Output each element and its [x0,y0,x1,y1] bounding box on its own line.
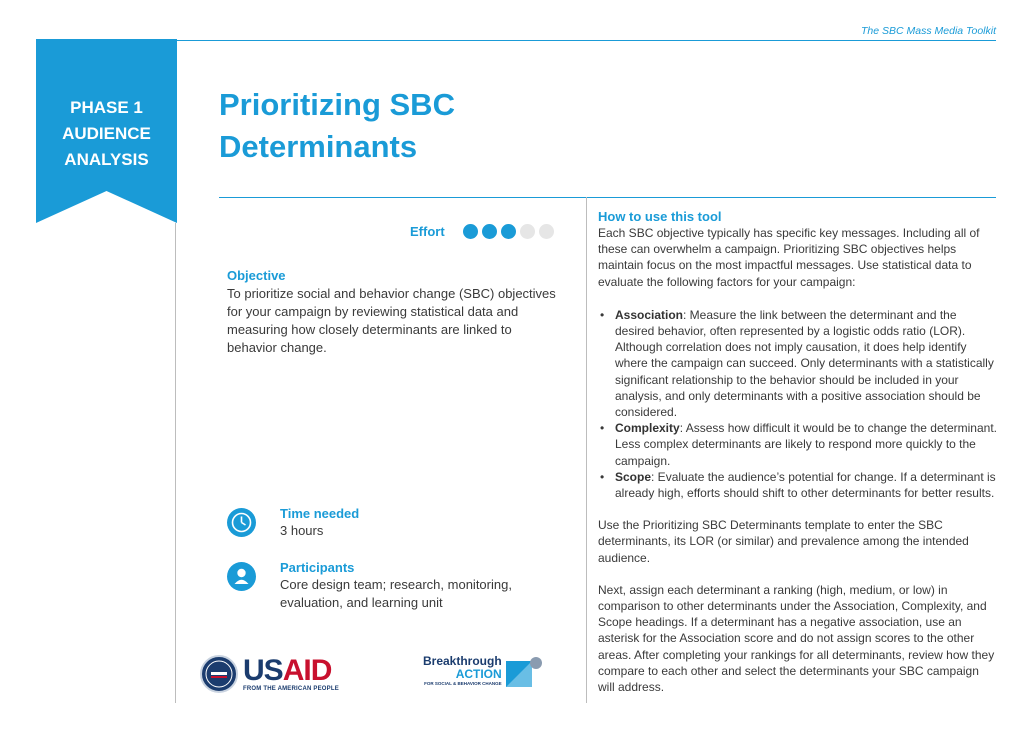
objective-body: To prioritize social and behavior change (SBC) objectives for your campaign by reviewing statistical data and measuring how closely determinants are linked to behavior change. [227,286,556,355]
how-to-ranking-paragraph: Next, assign each determinant a ranking (high, medium, or low) in comparison to other determinants under the Association, Complexity, and Scope headings. If a determinant has a negative association, use an asterisk for the Association score and do not assign scores to the other areas. After completing your rankings for all determinants, review how they compare to each other and select the determinants your SBC campaign will address. [598,582,995,695]
phase-line-2: AUDIENCE [62,124,151,143]
column-divider [586,197,587,703]
effort-rating [410,222,558,240]
top-rule [177,40,996,41]
effort-dot [463,224,478,239]
factor-text: : Assess how difficult it would be to change the determinant. Less complex determinants are likely to respond more quickly to the campaign. [615,421,997,468]
phase-line-1: PHASE 1 [70,98,143,117]
factor-term: Scope [615,469,652,484]
objective-heading: Objective [227,268,286,283]
factor-text: : Measure the link between the determinant and the desired behavior, often represented by a logistic odds ratio (LOR). Although correlation does not imply causation, it does help identify where the campaign can succeed. Only determinants with a statistically significant relationship to the behavior should be included in your analysis, and only determinants with a positive association should be considered. [615,307,994,420]
objective-section [227,267,557,357]
effort-label: Effort [410,223,445,239]
usaid-tagline: FROM THE AMERICAN PEOPLE [243,686,339,692]
time-needed-section [227,505,359,540]
factor-term: Complexity [615,421,680,436]
phase-line-3: ANALYSIS [64,150,149,169]
how-to-template-paragraph: Use the Prioritizing SBC Determinants template to enter the SBC determinants, its LOR (or similar) and prevalence among the intended audience. [598,518,969,565]
usaid-seal-icon [200,655,238,693]
title-rule [219,197,996,198]
effort-dot [520,224,535,239]
participants-heading: Participants [280,560,355,575]
effort-dot [539,224,554,239]
ba-mark-icon [504,655,544,693]
left-divider [175,223,176,703]
usaid-wordmark-aid: AID [282,654,332,687]
factor-term: Association [615,307,684,322]
factor-item: • Scope: Evaluate the audience’s potential for change. If a determinant is already high, efforts should shift to other determinants for better results. [600,469,996,501]
factor-item: • Association: Measure the link between the determinant and the desired behavior, often represented by a logistic odds ratio (LOR). Although correlation does not imply causation, it does help identify where the campaign can succeed. Only determinants with a statistically significant relationship to the behavior should be included in your analysis, and only determinants with a positive association should be considered. [600,307,994,420]
phase-banner [36,39,177,223]
ba-wordmark-line2: ACTION [455,667,502,681]
phase-label [36,95,177,173]
time-needed-value: 3 hours [280,523,324,538]
effort-dot [482,224,497,239]
how-to-intro: Each SBC objective typically has specific key messages. Including all of these can overwhelm a campaign. Prioritizing SBC objectives helps maintain focus on the most impactful messages. Use statistical data to evaluate the following factors for your campaign: [598,226,980,289]
person-icon [227,562,256,591]
breakthrough-action-logo [423,655,544,693]
clock-icon [227,508,256,537]
participants-section [227,559,535,612]
factor-item: • Complexity: Assess how difficult it would be to change the determinant. Less complex determinants are likely to respond more quickly to the campaign. [600,421,997,468]
time-needed-heading: Time needed [280,506,360,521]
effort-dot [501,224,516,239]
how-to-section [598,209,998,695]
ba-tagline: FOR SOCIAL & BEHAVIOR CHANGE [424,681,502,686]
factor-text: : Evaluate the audience’s potential for change. If a determinant is already high, efforts should shift to other determinants for better results. [615,469,996,501]
how-to-heading: How to use this tool [598,209,722,224]
usaid-wordmark-us: US [243,654,283,687]
usaid-logo [200,655,339,693]
factor-list [598,307,998,501]
page-title: Prioritizing SBC Determinants [219,87,455,164]
toolkit-name: The SBC Mass Media Toolkit [861,25,996,37]
ba-wordmark-line1: Breakthrough [423,654,502,668]
participants-value: Core design team; research, monitoring, evaluation, and learning unit [280,577,512,610]
